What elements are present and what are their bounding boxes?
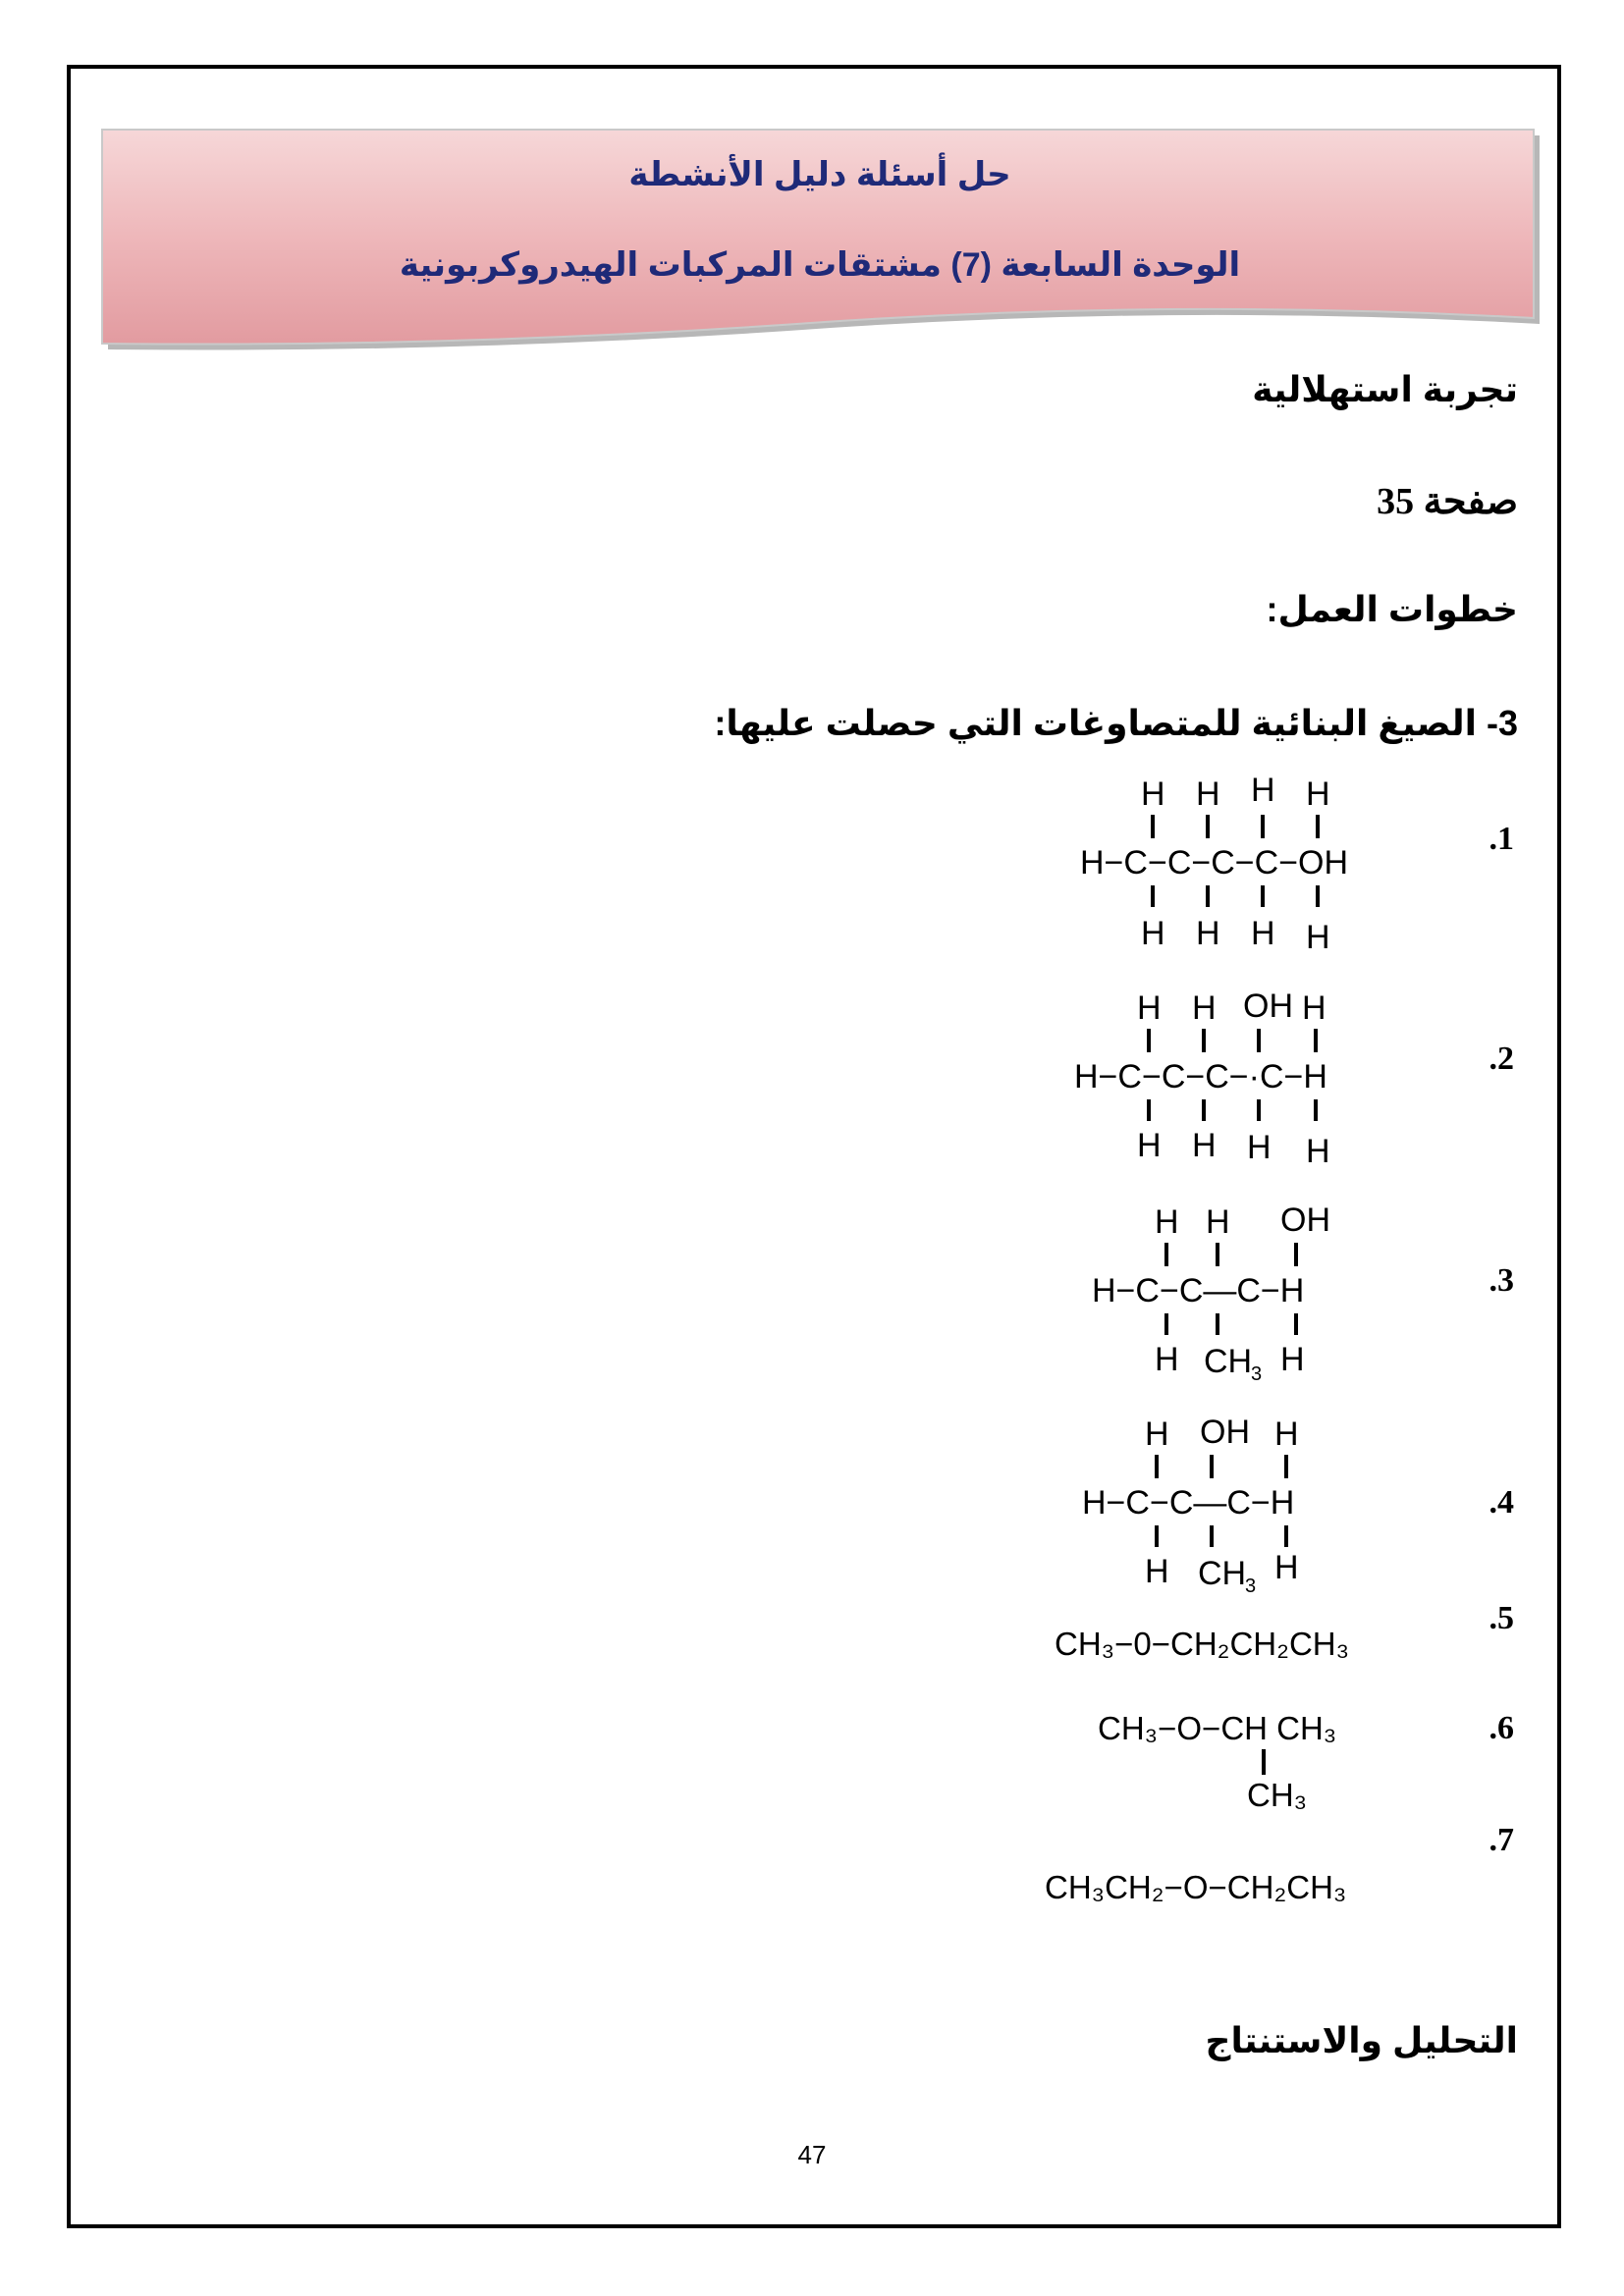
svg-text:H: H — [1274, 1549, 1299, 1586]
svg-text:OH: OH — [1200, 1414, 1250, 1451]
svg-text:H: H — [1141, 915, 1165, 952]
svg-text:H: H — [1196, 915, 1220, 952]
svg-text:OH: OH — [1243, 988, 1293, 1025]
svg-text:H: H — [1192, 989, 1217, 1027]
svg-text:H: H — [1196, 775, 1220, 813]
banner-subtitle: الوحدة السابعة (7) مشتقات المركبات الهيدروكربونية — [399, 246, 1241, 284]
steps-heading: خطوات العمل: — [1266, 589, 1518, 629]
svg-text:H: H — [1137, 989, 1162, 1027]
structure-4 — [1074, 1410, 1408, 1606]
svg-text:H: H — [1247, 1129, 1272, 1166]
svg-text:H: H — [1192, 1127, 1217, 1164]
analysis-heading: التحليل والاستنتاج — [1205, 2020, 1518, 2060]
page-reference: صفحة 35 — [1377, 481, 1518, 522]
svg-text:H−C−C−C−C−OH: H−C−C−C−C−OH — [1080, 844, 1349, 881]
experiment-heading: تجربة استهلالية — [1252, 369, 1518, 409]
svg-text:OH: OH — [1280, 1201, 1330, 1239]
item-number-4: .4 — [1489, 1484, 1514, 1521]
page-number: 47 — [797, 2140, 827, 2169]
svg-text:H: H — [1137, 1127, 1162, 1164]
svg-text:H: H — [1280, 1341, 1305, 1378]
formula-6-bond — [1262, 1749, 1266, 1775]
banner-title: حل أسئلة دليل الأنشطة — [628, 156, 1011, 193]
item-number-7: .7 — [1489, 1822, 1514, 1858]
svg-text:3: 3 — [1245, 1575, 1257, 1597]
svg-text:H: H — [1155, 1341, 1179, 1378]
formula-5: CH₃−0−CH₂CH₂CH₃ — [1055, 1626, 1350, 1662]
svg-text:H: H — [1141, 775, 1165, 813]
svg-text:H: H — [1145, 1415, 1169, 1453]
svg-text:H: H — [1206, 1203, 1230, 1241]
structure-1 — [1070, 772, 1424, 968]
svg-text:CH: CH — [1204, 1343, 1253, 1380]
structure-2 — [1066, 984, 1420, 1180]
svg-text:CH: CH — [1198, 1555, 1247, 1592]
svg-text:H−C−C—C−H: H−C−C—C−H — [1092, 1272, 1305, 1309]
svg-text:H: H — [1155, 1203, 1179, 1241]
structure-3 — [1084, 1198, 1418, 1394]
svg-text:H: H — [1251, 772, 1275, 809]
svg-text:H: H — [1274, 1415, 1299, 1453]
item-number-1: .1 — [1489, 821, 1514, 857]
svg-text:H: H — [1251, 915, 1275, 952]
svg-text:H−C−C—C−H: H−C−C—C−H — [1082, 1484, 1295, 1522]
item-number-3: .3 — [1489, 1262, 1514, 1299]
item-number-5: .5 — [1489, 1600, 1514, 1636]
item-number-2: .2 — [1489, 1041, 1514, 1077]
svg-text:H: H — [1145, 1553, 1169, 1590]
svg-text:3: 3 — [1251, 1363, 1263, 1385]
svg-text:H: H — [1306, 919, 1330, 956]
item-number-6: .6 — [1489, 1710, 1514, 1746]
formula-6-branch: CH₃ — [1247, 1777, 1308, 1813]
svg-text:H: H — [1302, 989, 1326, 1027]
header-banner — [98, 126, 1542, 353]
formula-7: CH₃CH₂−O−CH₂CH₃ — [1045, 1869, 1347, 1905]
formula-6: CH₃−O−CH CH₃ — [1098, 1710, 1337, 1746]
step3-heading: 3- الصيغ البنائية للمتصاوغات التي حصلت عليها: — [714, 703, 1518, 743]
svg-text:H: H — [1306, 1133, 1330, 1170]
svg-text:H−C−C−C−·C−H: H−C−C−C−·C−H — [1074, 1058, 1327, 1095]
svg-text:H: H — [1306, 775, 1330, 813]
